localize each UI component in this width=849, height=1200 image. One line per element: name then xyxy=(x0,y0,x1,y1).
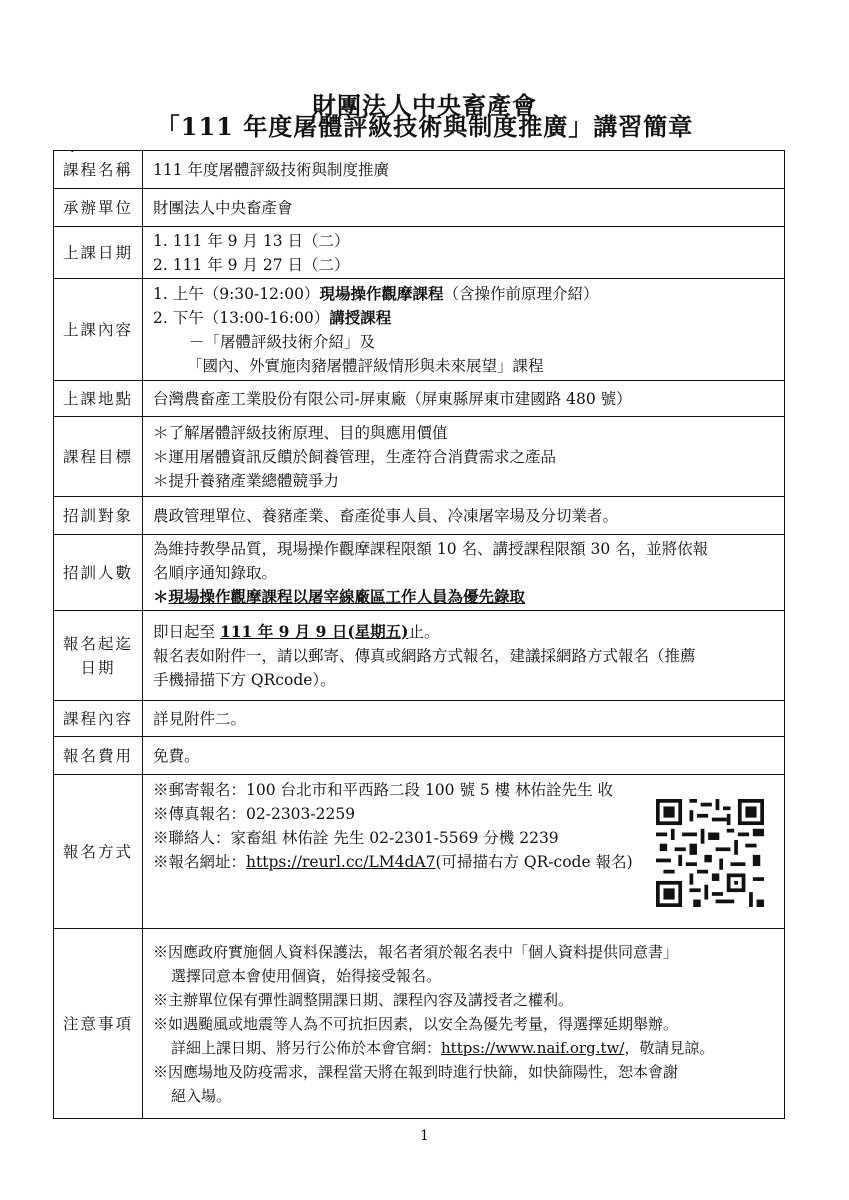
date-2: 2. 111 年 9 月 27 日（二） xyxy=(153,255,350,274)
label-fee: 報名費用 xyxy=(54,737,143,775)
registration-link[interactable]: https://reurl.cc/LM4dA7 xyxy=(246,853,436,871)
note-item: ※因應場地及防疫需求，課程當天將在報到時進行快篩，如快篩陽性，恕本會謝 xyxy=(153,1062,679,1081)
content-topic-1: －「屠體評級技術介紹」及 xyxy=(189,332,376,351)
stray-mark: . xyxy=(70,140,75,156)
label-organizer: 承辦單位 xyxy=(54,189,143,227)
value-target: 農政管理單位、養豬產業、畜產從事人員、冷凍屠宰場及分切業者。 xyxy=(143,497,785,535)
label-notes: 注意事項 xyxy=(54,929,143,1119)
qr-code-icon xyxy=(656,799,764,907)
row-method xyxy=(54,775,785,929)
value-fee: 免費。 xyxy=(143,737,785,775)
value-capacity xyxy=(143,535,785,611)
value-method xyxy=(143,775,785,929)
label-capacity: 招訓人數 xyxy=(54,535,143,611)
label-goals: 課程目標 xyxy=(54,417,143,497)
row-course-name xyxy=(54,151,785,189)
label-target: 招訓對象 xyxy=(54,497,143,535)
row-content xyxy=(54,279,785,381)
method-contact: ※聯絡人：家畜組 林佑詮 先生 02-2301-5569 分機 2239 xyxy=(153,829,559,847)
date-1: 1. 111 年 9 月 13 日（二） xyxy=(153,231,350,250)
note-item: 選擇同意本會使用個資，始得接受報名。 xyxy=(171,966,442,985)
registration-table xyxy=(53,150,785,1119)
row-capacity xyxy=(54,535,785,611)
note-item: ※因應政府實施個人資料保護法，報名者須於報名表中「個人資料提供同意書」 xyxy=(153,942,679,961)
official-site-link[interactable]: https://www.naif.org.tw/ xyxy=(441,1038,625,1057)
label-course-name: 課程名稱 xyxy=(54,151,143,189)
row-organizer xyxy=(54,189,785,227)
content-morning: 1. 上午（9:30-12:00）現場操作觀摩課程（含操作前原理介紹） xyxy=(153,283,599,303)
value-period xyxy=(143,611,785,701)
value-course-detail: 詳見附件二。 xyxy=(143,701,785,737)
note-item: 詳細上課日期、將另行公佈於本會官網：https://www.naif.org.tw/，敬請見諒。 xyxy=(171,1038,715,1057)
value-dates xyxy=(143,227,785,279)
label-course-detail: 課程內容 xyxy=(54,701,143,737)
document-title: 財團法人中央畜產會 xyxy=(312,91,537,120)
content-afternoon: 2. 下午（13:00-16:00）講授課程 xyxy=(153,307,392,327)
value-course-name: 111 年度屠體評級技術與制度推廣 xyxy=(143,151,785,189)
content-topic-2: 「國內、外實施肉豬屠體評級情形與未來展望」課程 xyxy=(187,356,544,375)
value-notes xyxy=(143,929,785,1119)
label-method: 報名方式 xyxy=(54,775,143,929)
capacity-text-1: 為維持教學品質，現場操作觀摩課程限額 10 名、講授課程限額 30 名，並將依報 xyxy=(153,539,709,558)
label-period: 報名起迄 日期 xyxy=(54,611,143,701)
row-goals xyxy=(54,417,785,497)
period-text-2: 手機掃描下方 QRcode）。 xyxy=(153,670,336,689)
note-item: ※主辦單位保有彈性調整開課日期、課程內容及講授者之權利。 xyxy=(153,990,574,1009)
value-organizer: 財團法人中央畜產會 xyxy=(143,189,785,227)
note-item: ※如遇颱風或地震等人為不可抗拒因素，以安全為優先考量，得選擇延期舉辦。 xyxy=(153,1014,679,1033)
row-dates xyxy=(54,227,785,279)
row-period xyxy=(54,611,785,701)
method-fax: ※傳真報名：02-2303-2259 xyxy=(153,805,356,823)
capacity-priority: ＊現場操作觀摩課程以屠宰線廠區工作人員為優先錄取 xyxy=(153,586,526,606)
row-target xyxy=(54,497,785,535)
goal-item: ＊提升養豬產業總體競爭力 xyxy=(153,471,340,490)
method-mail: ※郵寄報名：100 台北市和平西路二段 100 號 5 樓 林佑詮先生 收 xyxy=(153,781,614,799)
value-content xyxy=(143,279,785,381)
period-text-1: 報名表如附件一，請以郵寄、傳真或網路方式報名，建議採網路方式報名（推薦 xyxy=(153,646,696,665)
row-course-detail xyxy=(54,701,785,737)
label-location: 上課地點 xyxy=(54,381,143,417)
document-subtitle: 「111 年度屠體評級技術與制度推廣」講習簡章 xyxy=(155,112,694,141)
goal-item: ＊運用屠體資訊反饋於飼養管理，生產符合消費需求之產品 xyxy=(153,447,557,466)
deadline: 即日起至 111 年 9 月 9 日(星期五)止。 xyxy=(153,621,440,641)
method-web: ※報名網址：https://reurl.cc/LM4dA7(可掃描右方 QR-code 報名) xyxy=(153,853,633,871)
row-notes xyxy=(54,929,785,1119)
page-number: 1 xyxy=(420,1128,429,1144)
label-content: 上課內容 xyxy=(54,279,143,381)
label-dates: 上課日期 xyxy=(54,227,143,279)
note-item: 絕入場。 xyxy=(171,1086,232,1105)
value-goals xyxy=(143,417,785,497)
row-location xyxy=(54,381,785,417)
value-location: 台灣農畜產工業股份有限公司-屏東廠（屏東縣屏東市建國路 480 號） xyxy=(143,381,785,417)
capacity-text-2: 名順序通知錄取。 xyxy=(153,563,278,582)
goal-item: ＊了解屠體評級技術原理、目的與應用價值 xyxy=(153,423,448,442)
row-fee xyxy=(54,737,785,775)
